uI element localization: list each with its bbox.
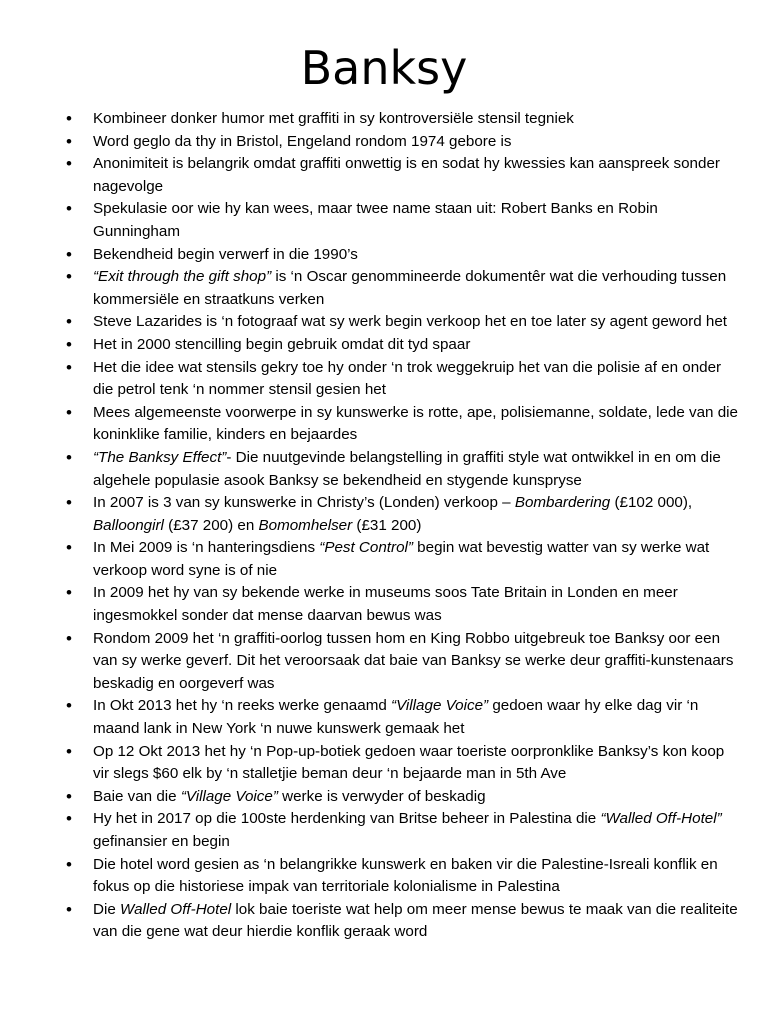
bullet-item [0,741,740,786]
bullet-item [0,334,740,357]
bullet-text: Op 12 Okt 2013 het hy ‘n Pop-up-botiek gedoen waar toeriste oorpronklike Banksy’s kon koop vir slegs $60 elk by ‘n stalletjie beman deur ‘n bejaarde man in 5th Ave [93,742,725,783]
bullet-text: Hy het in 2017 op die 100ste herdenking van Britse beheer in Palestina die [93,810,601,828]
bullet-text: Die [93,900,121,918]
bullet-list [0,108,740,944]
bullet-text: Anonimiteit is belangrik omdat graffiti onwettig is en sodat hy kwessies kan aanspreek sonder nagevolge [93,155,720,195]
bullet-text: Steve Lazarides is ‘n fotograaf wat sy werk begin verkoop het en toe later sy agent geword het [93,313,728,331]
bullet-text-italic: “Walled Off-Hotel” [600,810,722,828]
bullet-text: Het in 2000 stencilling begin gebruik omdat dit tyd spaar [93,335,471,353]
bullet-item [0,153,740,198]
bullet-text: Kombineer donker humor met graffiti in sy kontroversiële stensil tegniek [93,110,574,127]
bullet-item [0,899,740,944]
bullet-text: (£102 000), [610,494,693,512]
bullet-item [0,492,740,537]
bullet-text: Mees algemeenste voorwerpe in sy kunswerke is rotte, ape, polisiemanne, soldate, lede van die koninklike familie, kinders en bejaardes [93,403,738,444]
bullet-text: Rondom 2009 het ‘n graffiti-oorlog tussen hom en King Robbo uitgebreuk toe Banksy oor een van sy werke geverf. Dit het veroorsaak dat baie van Banksy se werke deur graffiti-kunstenaars beskadig en oorgeverf was [93,629,734,692]
bullet-text: begin wat bevestig watter van sy werke wat verkoop word syne is of nie [93,539,710,579]
bullet-text: In Mei 2009 is ‘n hanteringsdiens [93,539,320,557]
bullet-text: In Okt 2013 het hy ‘n reeks werke genaamd [93,697,392,715]
bullet-item [0,537,740,582]
bullet-text-italic: “Village Voice” [180,787,278,805]
bullet-item [0,108,740,131]
bullet-text: Spekulasie oor wie hy kan wees, maar twee name staan uit: Robert Banks en Robin Gunningham [93,200,658,240]
bullet-text: (£37 200) en [163,516,259,534]
bullet-item [0,447,740,492]
bullet-item [0,311,740,334]
bullet-text: - Die nuutgevinde belangstelling in graffiti style wat ontwikkel in en om die algehele populasie asook Banksy se bekendheid en stygende kunspryse [93,448,721,489]
bullet-text: gedoen waar hy elke dag vir ‘n maand lank in New York ‘n nuwe kunswerk gemaak het [93,697,699,738]
bullet-text-italic: Balloongirl [93,516,164,534]
bullet-text: Het die idee wat stensils gekry toe hy onder ‘n trok weggekruip het van die polisie af en onder die petrol tenk ‘n nommer stensil gesien het [93,358,722,399]
bullet-item [0,244,740,267]
bullet-text: (£31 200) [352,516,422,534]
bullet-text: is ‘n Oscar genommineerde dokumentêr wat die verhouding tussen kommersiële en straatkuns verken [93,268,727,308]
bullet-text-italic: Walled Off-Hotel [120,900,232,918]
bullet-item [0,402,740,447]
bullet-text: werke is verwyder of beskadig [277,787,486,805]
bullet-text: Baie van die [93,787,181,805]
bullet-item [0,266,740,311]
bullet-text: In 2009 het hy van sy bekende werke in museums soos Tate Britain in Londen en meer ingesmokkel sonder dat mense daarvan bewus was [93,584,678,625]
bullet-text: Die hotel word gesien as ‘n belangrikke kunswerk en baken vir die Palestine-Isreali konflik en fokus op die historiese impak van territoriale kolonialisme in Palestina [93,855,718,896]
bullet-item [0,854,740,899]
bullet-text-italic: Bombardering [514,494,611,512]
bullet-item [0,808,740,853]
bullet-item [0,628,740,696]
bullet-item [0,131,740,154]
bullet-text: In 2007 is 3 van sy kunswerke in Christy’s (Londen) verkoop – [93,494,515,512]
bullet-item [0,582,740,627]
bullet-item [0,695,740,740]
bullet-text: Bekendheid begin verwerf in die 1990’s [93,245,358,263]
bullet-text-italic: “Village Voice” [391,697,489,715]
bullet-text: lok baie toeriste wat help om meer mense bewus te maak van die realiteite van die gene wat deur hierdie konflik geraak word [93,900,738,941]
bullet-item [0,198,740,243]
bullet-text-italic: “Pest Control” [319,539,413,557]
bullet-text-italic: “The Banksy Effect” [93,448,227,466]
bullet-item [0,357,740,402]
bullet-item [0,786,740,809]
bullet-text-italic: Bomomhelser [258,516,353,534]
bullet-text: Word geglo da thy in Bristol, Engeland rondom 1974 gebore is [93,132,512,150]
bullet-text: gefinansier en begin [93,833,230,850]
page-title: Banksy [300,41,468,95]
bullet-text-italic: “Exit through the gift shop” [93,268,272,286]
